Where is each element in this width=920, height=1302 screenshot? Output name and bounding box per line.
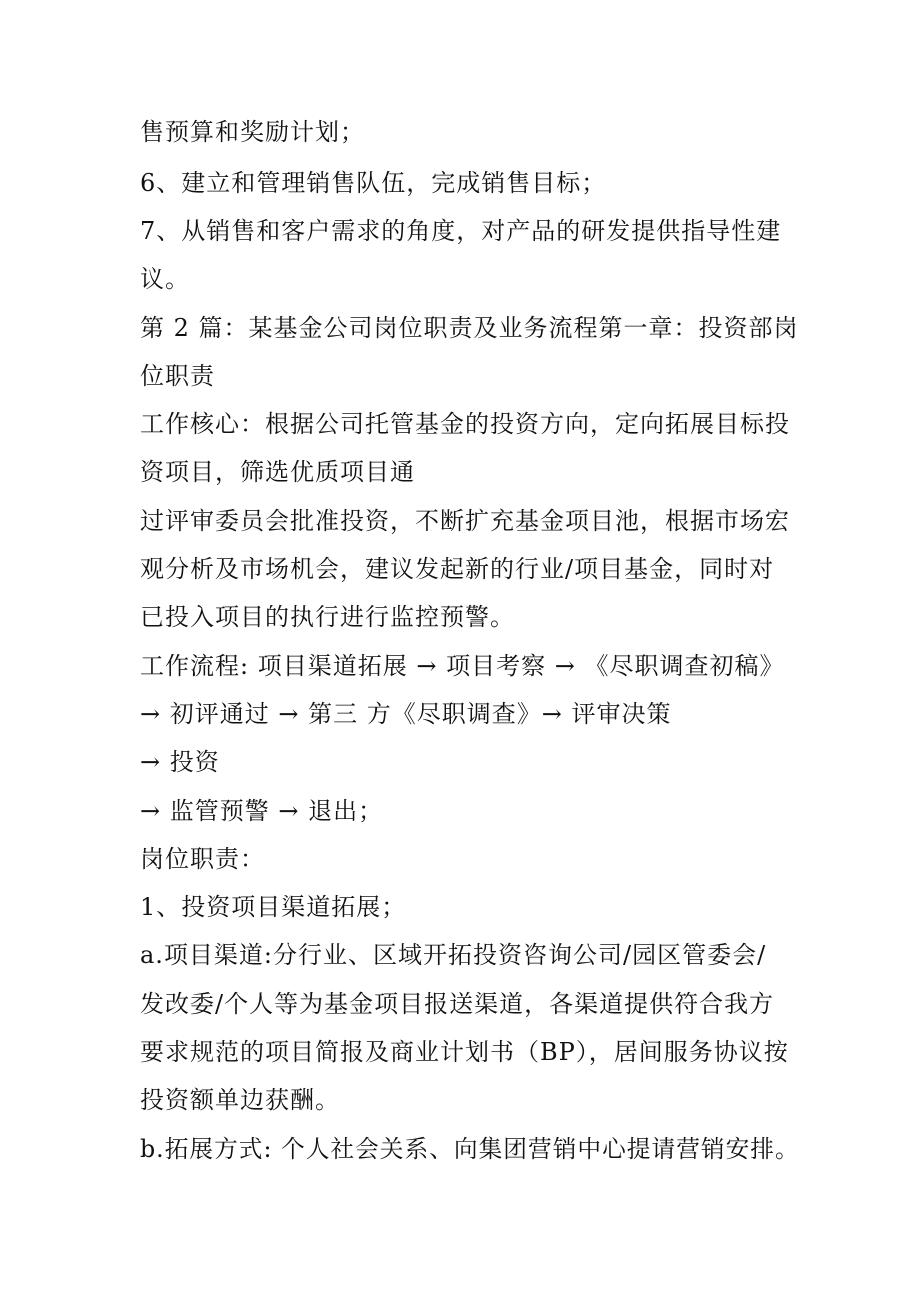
- section-heading: 第 2 篇：某基金公司岗位职责及业务流程第一章：投资部岗: [140, 314, 799, 342]
- text-line: 1、投资项目渠道拓展；: [140, 893, 407, 921]
- text-line: 资项目，筛选优质项目通: [140, 458, 415, 486]
- text-line: 6、建立和管理销售队伍，完成销售目标；: [140, 169, 607, 197]
- text-line: 投资额单边获酬。: [140, 1086, 340, 1114]
- section-heading: 位职责: [140, 362, 215, 390]
- workflow-line: → 初评通过 → 第三 方《尽职调查》→ 评审决策: [140, 700, 672, 728]
- text-line: 已投入项目的执行进行监控预警。: [140, 603, 515, 631]
- text-line: b.拓展方式: 个人社会关系、向集团营销中心提请营销安排。: [140, 1135, 800, 1163]
- text-line: 过评审委员会批准投资，不断扩充基金项目池，根据市场宏: [140, 507, 790, 535]
- workflow-line: 工作流程: 项目渠道拓展 → 项目考察 → 《尽职调查初稿》: [140, 652, 785, 680]
- text-line: 售预算和奖励计划；: [140, 118, 365, 146]
- workflow-line: → 投资: [140, 748, 220, 776]
- text-line: 7、从销售和客户需求的角度，对产品的研发提供指导性建: [140, 217, 782, 245]
- text-line: 工作核心：根据公司托管基金的投资方向，定向拓展目标投: [140, 410, 790, 438]
- text-line: a.项目渠道:分行业、区域开拓投资咨询公司/园区管委会/: [140, 941, 767, 969]
- text-line: 议。: [140, 265, 190, 293]
- text-line: 岗位职责：: [140, 845, 265, 873]
- text-line: 观分析及市场机会，建议发起新的行业/项目基金，同时对: [140, 555, 775, 583]
- text-line: 要求规范的项目简报及商业计划书（BP），居间服务协议按: [140, 1038, 789, 1066]
- text-line: 发改委/个人等为基金项目报送渠道，各渠道提供符合我方: [140, 990, 775, 1018]
- workflow-line: → 监管预警 → 退出；: [140, 797, 384, 825]
